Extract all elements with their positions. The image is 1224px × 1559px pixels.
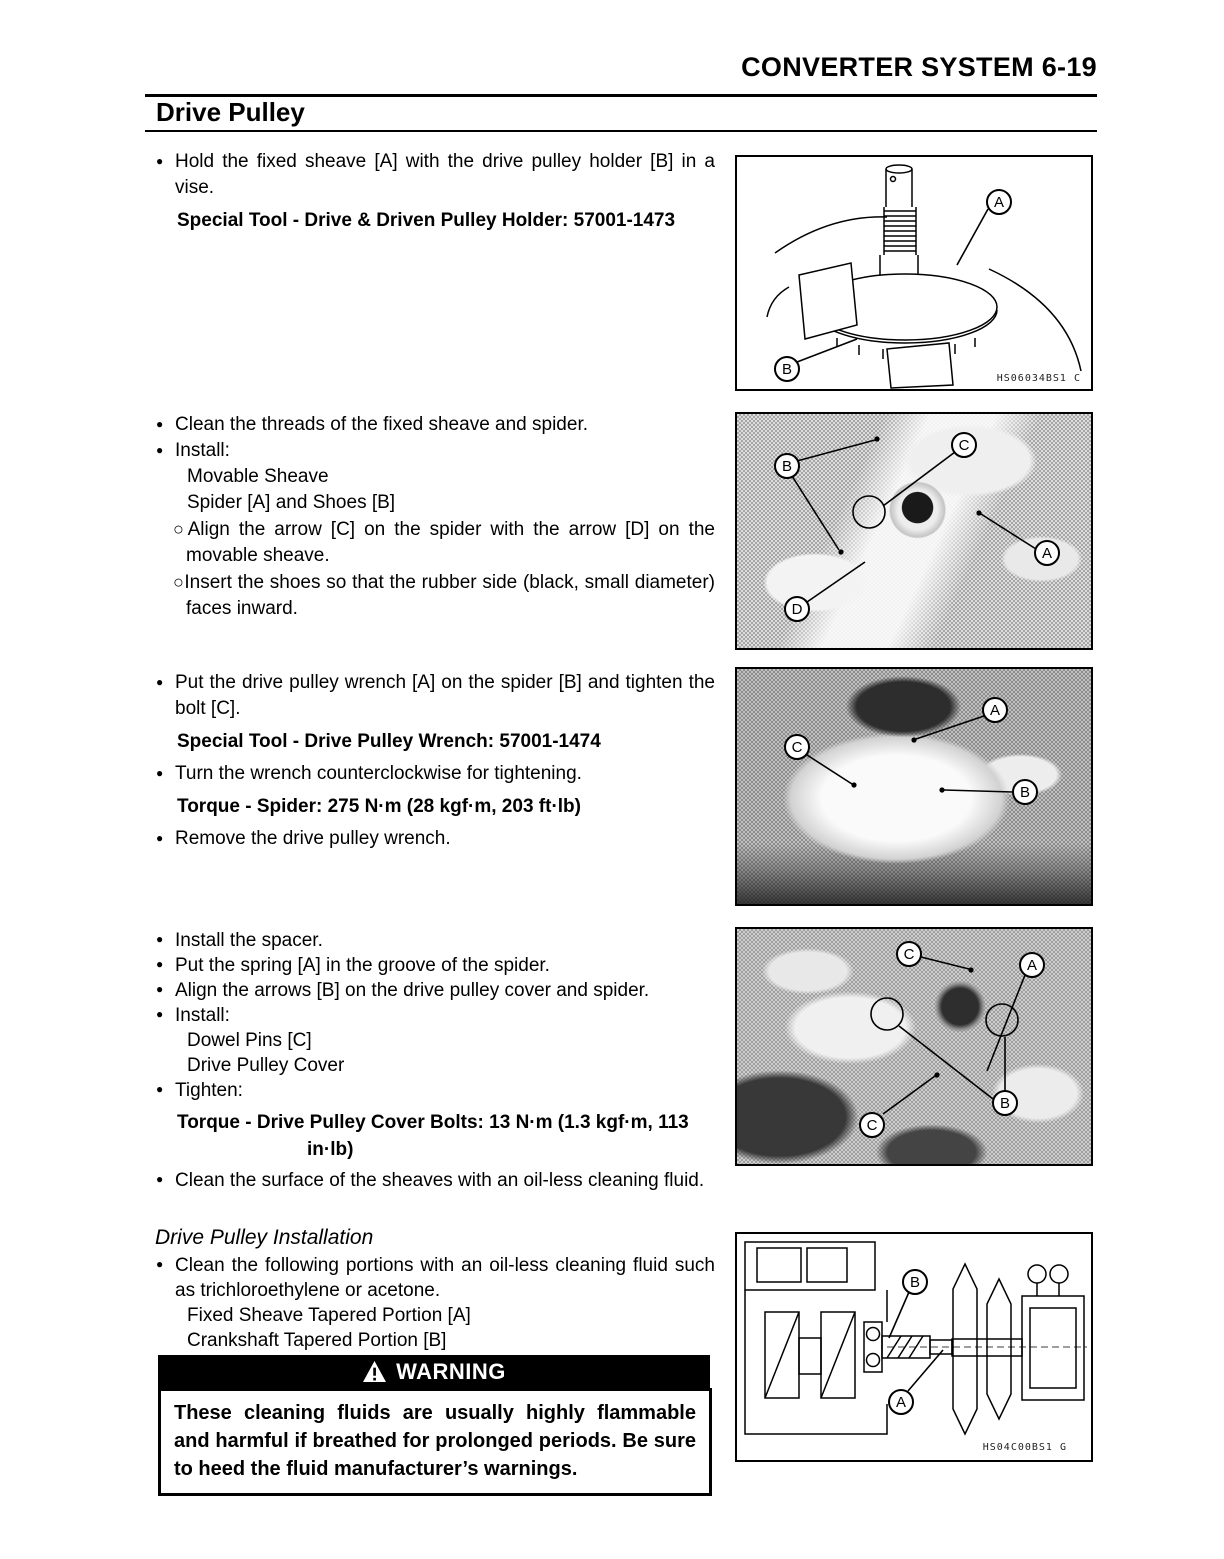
bullet-marker: ●: [156, 932, 164, 946]
leader-dot: [851, 782, 856, 787]
svg-text:B: B: [1019, 784, 1031, 801]
callout-d: [785, 597, 809, 621]
leader-dot: [939, 787, 944, 792]
svg-text:B: B: [781, 361, 793, 378]
step-item: [155, 761, 715, 787]
torque-line: Torque - Spider: 275 N·m (28 kgf·m, 203 ft·lb): [177, 796, 581, 817]
callout-c: [785, 735, 809, 759]
callout-a: [1020, 953, 1044, 977]
callout-b: [903, 1270, 927, 1294]
leader-c: [807, 755, 852, 784]
figure-1-drawing: [737, 157, 1091, 389]
callout-b: [775, 357, 799, 381]
note-item: [155, 516, 715, 569]
callout-b: [993, 1091, 1017, 1115]
bullet-marker: ●: [156, 154, 164, 168]
leader-a: [987, 975, 1025, 1071]
figure-2-overlay: [737, 414, 1091, 648]
bullet-marker: ●: [156, 1172, 164, 1186]
step-text: Clean the surface of the sheaves with an oil-less cleaning fluid.: [175, 1170, 705, 1191]
figure-5-drawing: [737, 1234, 1091, 1460]
step-item: [155, 1003, 715, 1028]
leader-a: [957, 209, 988, 265]
step-item: [155, 670, 715, 722]
svg-text:A: A: [993, 194, 1005, 211]
warning-body: These cleaning fluids are usually highly flammable and harmful if breathed for prolonged periods. Be sure to heed the fluid manufacturer’s warnings.: [158, 1388, 712, 1496]
bullet-marker: ●: [156, 443, 164, 457]
figure-code: HS04C00BS1 G: [982, 1442, 1067, 1453]
leader-a: [908, 1350, 943, 1391]
arrow-ring: [853, 496, 885, 528]
step-item: [155, 412, 715, 438]
step-item: [155, 1253, 715, 1303]
leader-c2: [883, 1076, 935, 1114]
step-item: [155, 953, 715, 978]
warning-title: WARNING: [396, 1358, 506, 1384]
leader-dot: [968, 967, 973, 972]
sheave-line-art: [767, 165, 1081, 388]
sub-item: Dowel Pins [C]: [187, 1030, 312, 1051]
note-item: [155, 569, 715, 622]
torque-line: Torque - Drive Pulley Cover Bolts: 13 N·m (1.3 kgf·m, 113: [177, 1112, 689, 1133]
sub-item: Drive Pulley Cover: [187, 1055, 345, 1076]
step-block-1: [155, 149, 715, 240]
bullet-marker: ●: [156, 957, 164, 971]
step-text: Hold the fixed sheave [A] with the drive pulley holder [B] in a vise.: [175, 151, 715, 198]
callout-c-bottom: [860, 1113, 884, 1137]
step-text: Turn the wrench counterclockwise for tightening.: [175, 763, 582, 784]
leader-d: [807, 562, 865, 602]
step-item: [155, 928, 715, 953]
leader-b2: [792, 476, 839, 550]
leader-b: [944, 790, 1013, 792]
sub-item: Spider [A] and Shoes [B]: [187, 492, 396, 513]
leader-b: [797, 339, 857, 362]
bullet-marker: ●: [156, 766, 164, 780]
step-text: Align the arrows [B] on the drive pulley cover and spider.: [175, 980, 650, 1001]
step-item: [155, 1168, 715, 1193]
figure-code: HS06034BS1 C: [996, 373, 1081, 384]
note-text: Align the arrow [C] on the spider with the arrow [D] on the movable sheave.: [186, 519, 715, 566]
figure-spider-shoes-photo: [735, 412, 1093, 650]
step-text: Tighten:: [175, 1080, 243, 1101]
bullet-marker: ●: [156, 675, 164, 689]
svg-text:A: A: [1041, 545, 1053, 562]
warning-header: [158, 1355, 710, 1388]
callout-c-top: [897, 942, 921, 966]
step-block-4: [155, 928, 715, 1193]
bullet-marker: ●: [156, 831, 164, 845]
page-header-title: CONVERTER SYSTEM 6-19: [741, 52, 1097, 82]
step-item: [155, 438, 715, 464]
bullet-marker: ●: [156, 417, 164, 431]
torque-line-cont: in·lb): [307, 1139, 354, 1160]
svg-text:C: C: [903, 946, 915, 963]
installation-block: [155, 1224, 715, 1353]
step-text: Clean the following portions with an oil-less cleaning fluid such as trichloroethylene or acetone.: [175, 1255, 715, 1301]
section-title: Drive Pulley: [156, 97, 305, 127]
leader-c: [883, 452, 955, 506]
figure-spring-cover-photo: [735, 927, 1093, 1166]
leader-c1: [921, 957, 969, 969]
special-tool-line: Special Tool - Drive Pulley Wrench: 57001-1474: [177, 731, 601, 752]
callout-a: [889, 1390, 913, 1414]
figure-pulley-wrench-photo: [735, 667, 1093, 906]
header-rule-bottom: [145, 130, 1097, 132]
step-block-3: [155, 670, 715, 852]
step-text: Install:: [175, 440, 230, 461]
svg-text:A: A: [895, 1394, 907, 1411]
step-text: Install:: [175, 1005, 230, 1026]
leader-dot: [874, 436, 879, 441]
step-text: Put the spring [A] in the groove of the spider.: [175, 955, 550, 976]
circle-marker: ○: [173, 519, 188, 539]
callout-b: [1013, 780, 1037, 804]
leader-a: [916, 716, 984, 739]
leader-dot: [976, 510, 981, 515]
svg-text:C: C: [958, 437, 970, 454]
installation-heading: Drive Pulley Installation: [155, 1226, 374, 1249]
bullet-marker: ●: [156, 1082, 164, 1096]
figure-crankshaft-section: [735, 1232, 1093, 1462]
svg-text:A: A: [989, 702, 1001, 719]
step-item: [155, 149, 715, 201]
svg-text:C: C: [791, 739, 803, 756]
leader-dot: [911, 737, 916, 742]
callout-c: [952, 433, 976, 457]
leader-dot: [838, 549, 843, 554]
step-text: Put the drive pulley wrench [A] on the spider [B] and tighten the bolt [C].: [175, 672, 715, 719]
bullet-marker: ●: [156, 1257, 164, 1271]
step-item: [155, 826, 715, 852]
special-tool-line: Special Tool - Drive & Driven Pulley Holder: 57001-1473: [177, 210, 676, 231]
callout-b: [775, 454, 799, 478]
bullet-marker: ●: [156, 1007, 164, 1021]
leader-b: [889, 1292, 909, 1338]
figure-fixed-sheave-holder: [735, 155, 1093, 391]
leader-dot: [934, 1072, 939, 1077]
warning-icon: [362, 1360, 387, 1383]
figure-4-overlay: [737, 929, 1091, 1164]
svg-text:D: D: [791, 601, 803, 618]
svg-text:B: B: [781, 458, 793, 475]
step-item: [155, 1078, 715, 1103]
svg-text:C: C: [866, 1117, 878, 1134]
circle-marker: ○: [173, 572, 185, 592]
callout-a: [983, 698, 1007, 722]
step-text: Install the spacer.: [175, 930, 323, 951]
step-text: Clean the threads of the fixed sheave and spider.: [175, 414, 588, 435]
leader-b2: [899, 1026, 993, 1099]
svg-text:A: A: [1026, 957, 1038, 974]
step-text: Remove the drive pulley wrench.: [175, 828, 451, 849]
leader-a: [981, 514, 1036, 549]
svg-text:B: B: [909, 1274, 921, 1291]
leader-b1: [797, 440, 875, 461]
callout-a: [1035, 541, 1059, 565]
arrow-ring: [871, 998, 903, 1030]
step-item: [155, 978, 715, 1003]
figure-3-overlay: [737, 669, 1091, 904]
step-block-2: [155, 412, 715, 622]
sub-item: Crankshaft Tapered Portion [B]: [187, 1330, 447, 1351]
svg-text:B: B: [999, 1095, 1011, 1112]
note-text: Insert the shoes so that the rubber side (black, small diameter) faces inward.: [184, 572, 716, 619]
callout-a: [987, 190, 1011, 214]
bullet-marker: ●: [156, 982, 164, 996]
sub-item: Fixed Sheave Tapered Portion [A]: [187, 1305, 471, 1326]
sub-item: Movable Sheave: [187, 466, 329, 487]
